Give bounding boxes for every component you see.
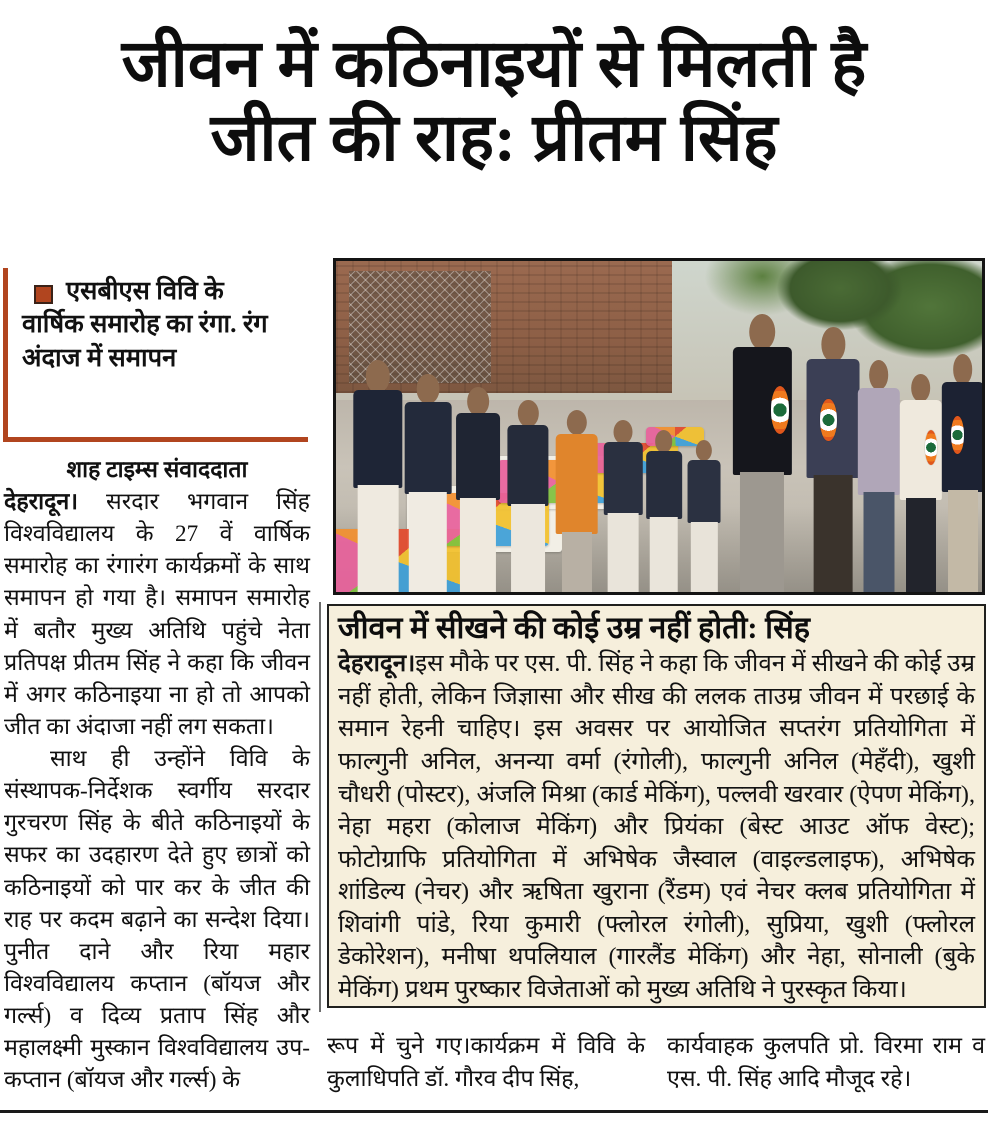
photo-person-head (869, 360, 889, 390)
photo-person-head (417, 374, 440, 405)
photo-person-head (366, 360, 390, 392)
column-divider (319, 602, 321, 1012)
left-column (0, 258, 316, 1113)
highlight-box-body-text: इस मौके पर एस. पी. सिंह ने कहा कि जीवन में सीखने की कोई उम्र नहीं होती, लेकिन जिज्ञासा और सीख की ललक ताउम्र जीवन में परछाई के समान रेहनी चाहिए। इस अवसर पर आयोजित सप्तरंग प्रतियोगिता में फाल्गुनी अनिल, अनन्या वर्मा (रंगोली), फाल्गुनी अनिल (मेहँदी), खुशी चौधरी (पोस्टर), अंजलि मिश्रा (कार्ड मेकिंग), पल्लवी खरवार (ऐपण मेकिंग), नेहा महरा (कोलाज मेकिंग) और प्रियंका (बेस्ट आउट ऑफ वेस्ट); फोटोग्राफि प्रतियोगिता में अभिषेक जैस्वाल (वाइल्डलाइफ), अभिषेक शांडिल्य (नेचर) और ऋषिता खुराना (रैंडम) एवं नेचर क्लब प्रतियोगिता में शिवांगी पांडे, रिया कुमारी (फ्लोरल रंगोली), सुप्रिया, खुशी (फ्लोरल डेकोरेशन), मनीषा थपलियाल (गारलैंड मेकिंग) और नेहा, सोनाली (बुके मेकिंग) प्रथम पुरष्कार विजेताओं को मुख्य अतिथि ने पुरस्कृत किया। (338, 650, 975, 1003)
left-paragraph-1 (4, 486, 310, 743)
highlight-box-body (338, 648, 975, 1006)
photo-person-legs (608, 513, 639, 592)
headline-line-2: जीत की राह: प्रीतम सिंह (210, 101, 778, 175)
photo-person-torso (405, 402, 452, 494)
photo-student (685, 440, 724, 592)
photo-person-head (566, 410, 586, 435)
photo-person-head (911, 374, 931, 402)
photo-person-head (953, 354, 973, 385)
photo-person-torso (508, 425, 549, 506)
photo-scene (336, 261, 982, 592)
photo-person-head (655, 430, 673, 453)
photo-person-legs (863, 492, 894, 592)
kicker-text (22, 274, 308, 374)
page-headline (0, 28, 988, 176)
bottom-column-1: रूप में चुने गए।कार्यक्रम में विवि के कुलाधिपति डॉ. गौरव दीप सिंह, (327, 1033, 645, 1092)
photo-person-torso (857, 388, 899, 495)
left-column-body (4, 486, 310, 1096)
photo-person-head (822, 327, 845, 361)
article-photo (333, 258, 985, 595)
photo-student (349, 360, 407, 592)
photo-person-head (750, 314, 776, 350)
photo-person-legs (562, 532, 592, 592)
kicker-line-1: एसबीएस विवि के (66, 276, 224, 305)
photo-student (504, 400, 552, 592)
photo-person-legs (906, 498, 936, 592)
highlight-box-headline: जीवन में सीखने की कोई उम्र नहीं होती: सिंह (338, 611, 810, 645)
bottom-horizontal-rule (0, 1110, 988, 1113)
photo-person-legs (650, 517, 679, 592)
photo-person-head (467, 387, 489, 416)
highlight-box-article (327, 604, 986, 1008)
left-paragraph-2: साथ ही उन्होंने विवि के संस्थापक-निर्देशक स्वर्गीय सरदार गुरचरण सिंह के बीते कठिनाइयों के सफर का उदहारण देते हुए छात्रों को कठिनाइयों को पार कर के जीत की राह पर कदम बढ़ाने का सन्देश दिया। पुनीत दाने और रिया महार विश्वविद्यालय कप्तान (बॉयज और गर्ल्स) व दिव्य प्रताप सिंह और महालक्ष्मी मुस्कान विश्वविद्यालय उप-कप्तान (बॉयज और गर्ल्स) के (4, 746, 310, 1094)
photo-person-torso (353, 390, 402, 487)
photo-tricolor-rosette (820, 399, 836, 441)
photo-person-legs (511, 504, 545, 592)
dateline: देहरादून। (4, 489, 79, 515)
photo-person-head (696, 440, 712, 461)
photo-person-head (518, 400, 538, 427)
photo-student (643, 430, 685, 592)
photo-chief-guest (727, 314, 798, 592)
bottom-columns (327, 1030, 986, 1102)
photo-person-torso (604, 442, 642, 514)
left-paragraph-1-text: सरदार भगवान सिंह विश्वविद्यालय के 27 वें वार्षिक समारोह का रंगारंग कार्यक्रमों के साथ समापन हो गया है। समापन समारोह में बतौर मुख्य अतिथि पहुंचे नेता प्रतिपक्ष प्रीतम सिंह ने कहा कि जीवन में अगर कठिनाइया ना हो तो आपको जीत का अंदाजा नहीं लग सकता। (4, 489, 310, 740)
kicker-box (3, 268, 308, 442)
photo-tricolor-rosette (951, 416, 963, 454)
photo-person-legs (691, 522, 717, 592)
photo-person-torso (555, 434, 598, 534)
photo-person-legs (409, 492, 447, 592)
photo-person-torso (646, 451, 682, 519)
bottom-column-2: कार्यवाहक कुलपति प्रो. विरमा राम व एस. पी. सिंह आदि मौजूद रहे। (667, 1033, 985, 1092)
photo-guest (937, 354, 985, 592)
kicker-line-3: रंग अंदाज में समापन (22, 309, 268, 372)
byline: शाह टाइम्स संवाददाता (66, 457, 248, 482)
photo-student-orange-kurta (552, 410, 600, 592)
photo-person-legs (358, 485, 399, 592)
photo-person-legs (740, 472, 784, 592)
photo-person-torso (688, 460, 721, 524)
photo-person-legs (460, 498, 496, 592)
photo-student (452, 387, 504, 592)
photo-tricolor-rosette (771, 386, 789, 433)
photo-student (601, 420, 646, 592)
headline-line-1: जीवन में कठिनाइयों से मिलती है (121, 28, 867, 101)
photo-person-torso (456, 413, 500, 499)
photo-person-legs (814, 475, 853, 592)
kicker-line-2: वार्षिक समारोह का रंगा. (22, 309, 237, 339)
photo-person-head (614, 420, 633, 444)
highlight-box-dateline: देहरादून। (338, 650, 416, 678)
photo-student (401, 374, 456, 592)
photo-person-legs (948, 490, 978, 592)
